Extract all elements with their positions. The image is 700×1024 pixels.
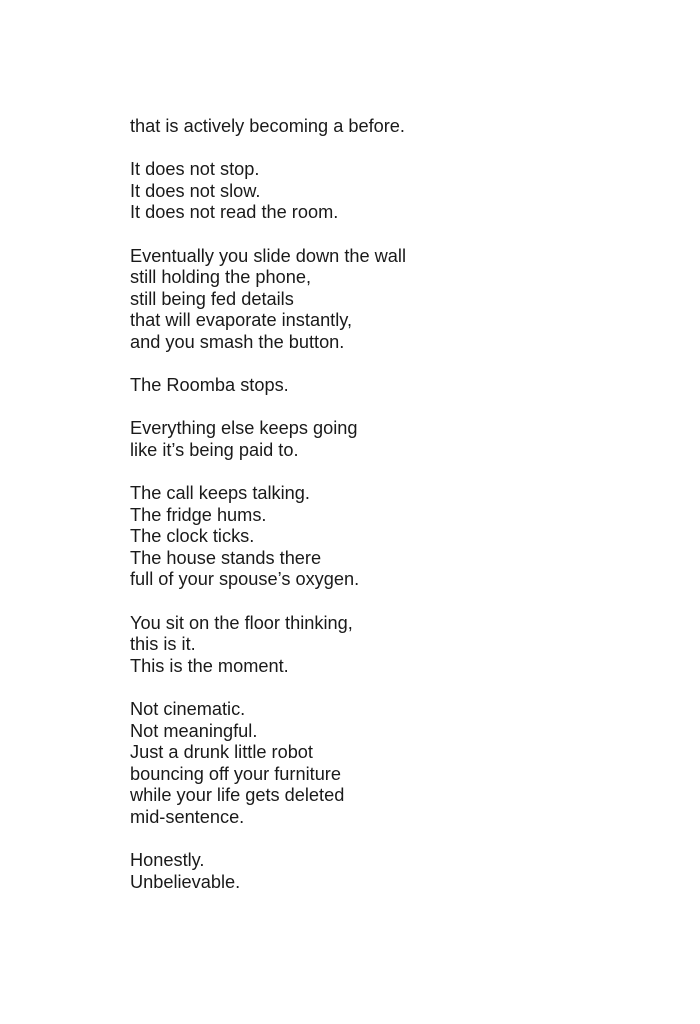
poem-line: Unbelievable. (130, 871, 241, 892)
stanza-8 (130, 699, 650, 829)
stanza-7 (130, 613, 650, 678)
poem-line: mid-sentence. (130, 807, 245, 827)
stanza-5 (130, 418, 650, 461)
poem-line: bouncing off your furniture (130, 763, 341, 784)
stanza-3 (130, 246, 650, 354)
poem-line: Honestly. (130, 850, 205, 871)
stanza-9 (130, 850, 650, 893)
stanza-1 (130, 116, 650, 138)
poem-line: Eventually you slide down the wall (130, 245, 407, 266)
poem-line: still holding the phone, (130, 267, 311, 288)
stanza-4 (130, 375, 650, 397)
poem-line: The Roomba stops. (130, 375, 289, 396)
stanza-2 (130, 159, 650, 224)
poem-line: Just a drunk little robot (130, 742, 313, 763)
poem-text (130, 116, 650, 915)
poem-line: It does not slow. (130, 180, 261, 201)
poem-line: This is the moment. (130, 655, 289, 676)
poem-line: The house stands there (130, 547, 322, 568)
poem-line: Not meaningful. (130, 720, 258, 741)
poem-line: It does not read the room. (130, 202, 339, 223)
poem-line: that will evaporate instantly, (130, 310, 353, 331)
stanza-6 (130, 483, 650, 591)
poem-line: The call keeps talking. (130, 483, 310, 504)
poem-line: You sit on the floor thinking, (130, 612, 353, 633)
poem-line: and you smash the button. (130, 331, 345, 352)
poem-line: still being fed details (130, 288, 294, 309)
poem-line: It does not stop. (130, 159, 260, 180)
poem-line: like it’s being paid to. (130, 439, 299, 460)
poem-line: Everything else keeps going (130, 418, 358, 439)
poem-line: Not cinematic. (130, 699, 246, 720)
poem-line: while your life gets deleted (130, 785, 345, 806)
poem-line: The fridge hums. (130, 504, 267, 525)
poem-line: full of your spouse’s oxygen. (130, 569, 360, 590)
poem-line: that is actively becoming a before. (130, 116, 405, 136)
poem-line: this is it. (130, 634, 196, 655)
poem-line: The clock ticks. (130, 526, 255, 547)
